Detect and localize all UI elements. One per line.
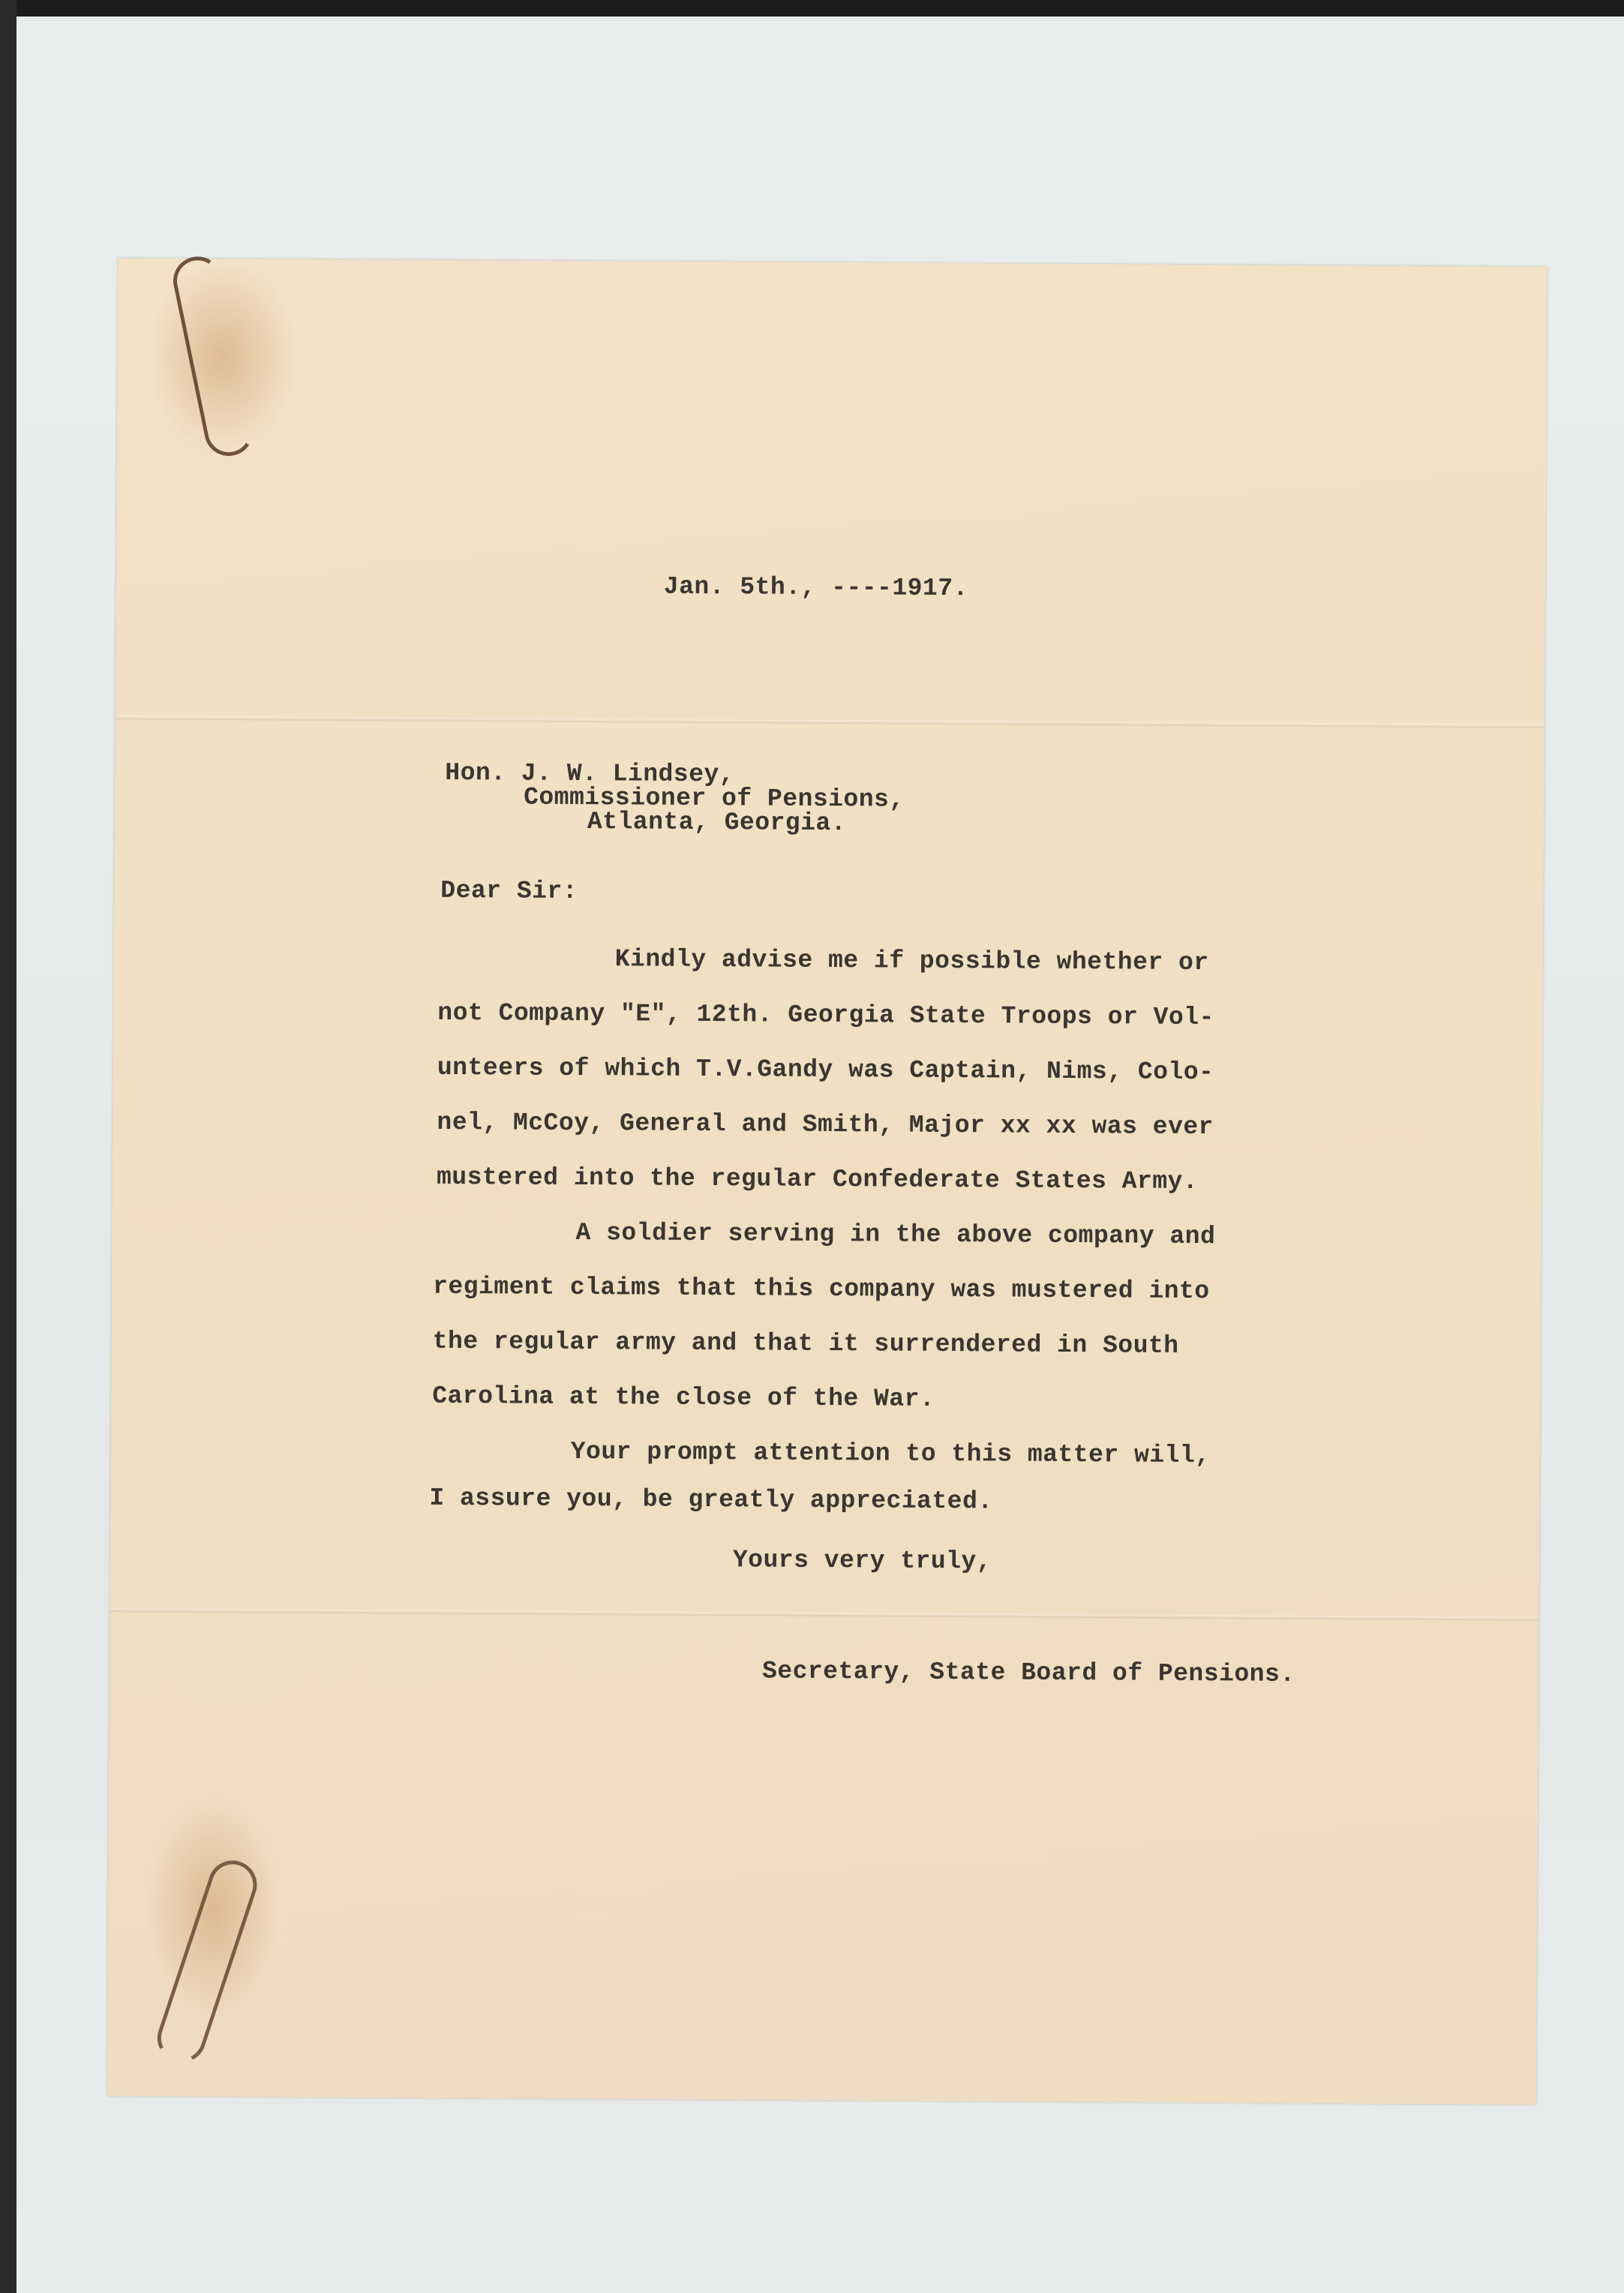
body-line: mustered into the regular Confederate States Army. <box>436 1163 1199 1196</box>
body-line: A soldier serving in the above company and <box>575 1218 1216 1251</box>
body-line: not Company "E", 12th. Georgia State Troops or Vol- <box>437 998 1214 1032</box>
signature-line: Secretary, State Board of Pensions. <box>761 1657 1295 1688</box>
letter-page <box>107 258 1547 2105</box>
body-line: Carolina at the close of the War. <box>432 1382 935 1413</box>
body-line: unteers of which T.V.Gandy was Captain, Nims, Colo- <box>437 1053 1214 1087</box>
fold-line <box>116 716 1544 728</box>
recipient-location: Atlanta, Georgia. <box>587 808 847 838</box>
body-line: Your prompt attention to this matter will, <box>570 1437 1211 1470</box>
recipient-name: Hon. J. W. Lindsey, <box>445 758 735 789</box>
salutation: Dear Sir: <box>440 876 578 905</box>
fold-line <box>110 1608 1538 1621</box>
body-line: regiment claims that this company was mustered into <box>433 1272 1210 1306</box>
recipient-title: Commissioner of Pensions, <box>524 783 905 814</box>
letter-date: Jan. 5th., ----1917. <box>663 572 969 603</box>
scan-left-edge <box>0 0 17 2293</box>
body-line: nel, McCoy, General and Smith, Major xx xx was ever <box>437 1108 1214 1142</box>
scan-top-edge <box>0 0 1624 17</box>
body-line: the regular army and that it surrendered in South <box>432 1327 1179 1360</box>
body-line: Kindly advise me if possible whether or <box>614 945 1209 977</box>
body-line: I assure you, be greatly appreciated. <box>429 1484 993 1516</box>
closing: Yours very truly, <box>732 1546 992 1576</box>
